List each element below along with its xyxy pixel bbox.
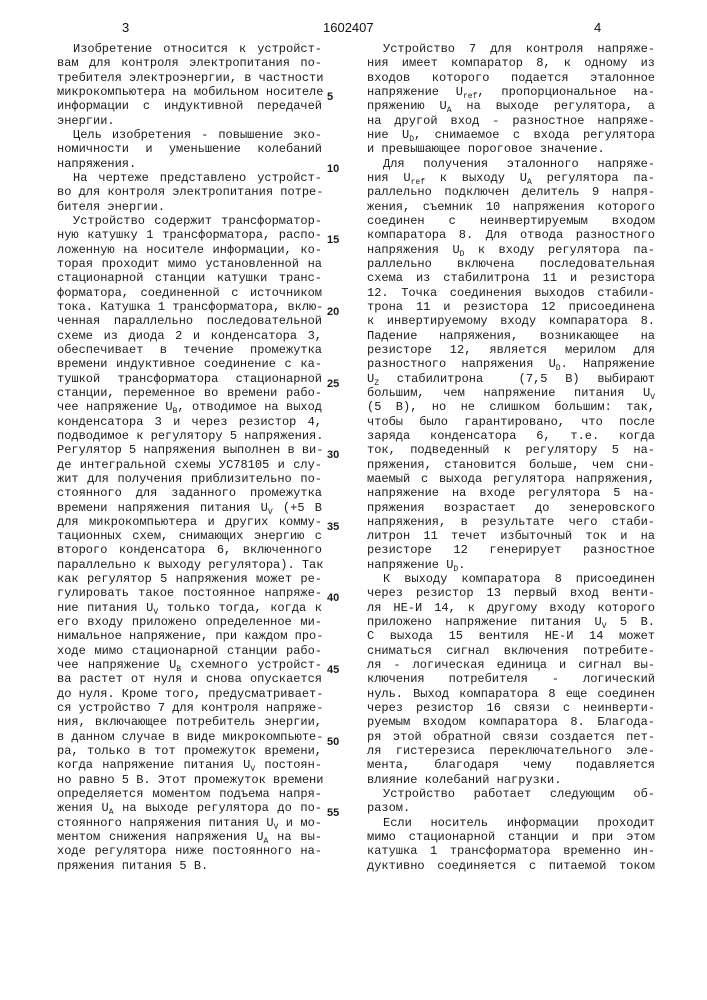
text-segment: напряжения. [57,157,136,171]
text-line [57,56,322,70]
text-segment: конденсатора 3 и через резистор 4, [57,415,322,429]
text-segment: пряжению U [367,99,447,113]
text-line [367,415,655,429]
text-segment: ток, подведенный к регулятору 5 на- [367,443,655,457]
subscript: ref [463,92,477,101]
text-segment: , отводимое на выход [177,400,322,414]
text-segment: гулировать такое постоянное напряже- [57,586,322,600]
text-line [57,228,322,242]
text-line [367,372,655,386]
text-line [57,558,322,572]
text-line [57,501,322,515]
text-line [57,372,322,386]
text-line [57,801,322,815]
text-segment: во для контроля электропитания потре- [57,185,323,199]
text-line [57,142,322,156]
text-segment: схема из стабилитрона 11 и резистора [367,271,655,285]
text-segment: регулятора па- [532,171,655,185]
text-segment: станции, переменное во времени рабо- [57,386,322,400]
text-line [367,443,655,457]
text-line [367,200,655,214]
text-line [367,658,655,672]
text-line [367,601,655,615]
text-segment: напряжения, в результате чего стаби- [367,515,655,529]
right-text-column [367,42,655,873]
subscript: ref [411,178,425,187]
text-line [367,142,655,156]
text-line [367,386,655,400]
text-line [367,458,655,472]
text-line [57,472,322,486]
text-line [367,558,655,572]
text-segment: приложено напряжение питания U [367,615,602,629]
text-line [367,185,655,199]
text-line [57,744,322,758]
line-number-marker: 45 [327,663,339,677]
text-segment: пряжения, становится больше, чем сни- [367,458,655,472]
text-line [57,99,322,113]
text-segment: тока. Катушка 1 трансформатора, вклю- [57,300,323,314]
text-segment: на выходе регулятора, а [452,99,656,113]
text-segment: его входу приложено определенное ми- [57,615,322,629]
text-segment: напряжение U [367,558,453,572]
text-line [367,56,655,70]
text-line [367,257,655,271]
text-line [367,787,655,801]
text-line [367,243,655,257]
text-segment: Для получения эталонного напряже- [383,157,655,171]
text-segment: к инвертируемому входу компаратора 8. [367,314,655,328]
text-segment: на другой вход - разностное напряже- [367,114,655,128]
text-line [57,658,322,672]
text-segment: U [367,372,374,386]
text-segment: к входу регулятора па- [464,243,655,257]
text-segment: резисторе 12 генерирует разностное [367,543,655,557]
text-line [57,200,322,214]
text-segment: бителя энергии. [57,200,165,214]
text-line [367,486,655,500]
text-segment: пряжения возрастает до зенеровского [367,501,655,515]
text-line [57,400,322,414]
text-segment: ра, только в тот промежуток времени, [57,744,322,758]
subscript: V [650,393,655,402]
text-segment: большим, чем напряжение питания U [367,386,650,400]
text-segment: вам для контроля электропитания по- [57,56,322,70]
text-line [367,42,655,56]
text-segment: . [458,558,465,572]
text-segment: ря этой обратной связи создается пет- [367,730,655,744]
subscript: V [602,622,607,631]
subscript: V [268,508,273,517]
text-segment: времени напряжения питания U [57,501,268,515]
text-segment: ва растет от нуля и снова опускается [57,672,322,686]
text-segment: резисторе 12, является мерилом для [367,343,655,357]
text-segment: ния, включающее потребитель энергии, [57,715,322,729]
text-segment: Устройство содержит трансформатор- [73,214,322,228]
text-segment: на выходе регулятора до по- [114,801,322,815]
text-line [57,185,322,199]
line-number-marker: 30 [327,448,339,462]
text-segment: ние питания U [57,601,153,615]
text-line [57,85,322,99]
text-line [367,128,655,142]
text-segment: компаратора 8. Для отвода разностного [367,228,655,242]
text-segment: входов которого подается эталонное [367,71,655,85]
text-line [57,357,322,371]
text-line [57,629,322,643]
text-segment: торая проходит мимо установленной на [57,257,322,271]
text-segment: определяется моментом подъема напря- [57,787,322,801]
text-segment: форматора, соединенной с источником [57,286,322,300]
text-segment: мимо стационарной станции и при этом [367,830,655,844]
text-segment: трона 11 и резистора 12 присоединена [367,300,655,314]
text-segment: чее напряжение U [57,400,173,414]
text-line [57,572,322,586]
text-segment: на вы- [268,830,322,844]
text-segment: требителя электроэнергии, в частности [57,71,323,85]
subscript: V [250,765,255,774]
text-segment: тационных схем, снимающих энергию с [57,529,322,543]
text-line [367,744,655,758]
line-number-marker: 15 [327,233,339,247]
text-segment: ченная параллельно последовательной [57,314,322,328]
text-segment: схеме из диода 2 и конденсатора 3, [57,329,322,343]
page-number-right: 4 [594,20,601,35]
line-number-marker: 20 [327,305,339,319]
text-line [57,257,322,271]
text-line [57,271,322,285]
text-segment: К выходу компаратора 8 присоединен [383,572,655,586]
line-number-marker: 5 [327,90,333,104]
text-segment: но равно 5 В. Этот промежуток времени [57,773,323,787]
text-segment: и превышающее пороговое значение. [367,142,605,156]
text-line [57,701,322,715]
text-line [367,271,655,285]
text-line [367,730,655,744]
text-segment: (5 В), но не слишком большим: так, [367,400,655,414]
text-segment: Цель изобретения - повышение эко- [73,128,322,142]
text-line [367,357,655,371]
text-segment: разностного напряжения U [367,357,556,371]
subscript: V [274,823,279,832]
text-line [57,329,322,343]
text-segment: мента, благодаря чему подавляется [367,758,655,772]
text-segment: ния имеет компаратор 8, к одному из [367,56,655,70]
subscript: A [447,106,452,115]
text-segment: сниматься сигнал включения потребите- [367,644,655,658]
text-line [57,715,322,729]
text-line [367,228,655,242]
text-line [367,114,655,128]
text-line [57,415,322,429]
text-segment: когда напряжение питания U [57,758,250,772]
text-line [367,687,655,701]
text-line [57,286,322,300]
text-line [367,830,655,844]
text-line [367,644,655,658]
text-segment: Устройство 7 для контроля напряже- [383,42,655,56]
text-line [367,400,655,414]
text-line [57,672,322,686]
subscript: D [453,565,458,574]
text-segment: раллельно подключен делитель 9 напря- [367,185,655,199]
text-line [57,314,322,328]
text-line [57,844,322,858]
text-segment: ходе мимо стационарной станции рабо- [57,644,322,658]
text-segment: заряда конденсатора 6, т.е. когда [367,429,655,443]
subscript: A [109,808,114,817]
text-line [367,615,655,629]
text-line [57,386,322,400]
text-segment: через резистор 13 первый вход венти- [367,586,655,600]
text-segment: ля НЕ-И 14, к другому входу которого [367,601,655,615]
text-line [57,343,322,357]
text-line [57,787,322,801]
line-number-marker: 25 [327,377,339,391]
text-segment: до нуля. Кроме того, предусматривает- [57,687,323,701]
text-line [57,486,322,500]
text-line [367,472,655,486]
text-line [57,773,322,787]
text-line [367,71,655,85]
text-line [367,801,655,815]
text-segment: и мо- [278,816,322,830]
text-line [367,844,655,858]
text-line [57,515,322,529]
text-segment: информации с индуктивной передачей [57,99,322,113]
text-line [367,515,655,529]
subscript: D [460,250,465,259]
text-line [57,543,322,557]
text-segment: микрокомпьютера на мобильном носителе [57,85,323,99]
subscript: D [556,364,561,373]
text-segment: номичности и уменьшение колебаний [57,142,322,156]
line-number-marker: 50 [327,735,339,749]
text-line [57,816,322,830]
text-segment: энергии. [57,114,115,128]
text-segment: влияние колебаний нагрузки. [367,773,561,787]
text-segment: параллельно к выходу регулятора). Так [57,558,323,572]
text-line [57,42,322,56]
text-line [367,501,655,515]
text-segment: напряжение U [367,85,463,99]
text-segment: Падение напряжения, возникающее на [367,329,655,343]
text-segment: литрон 11 течет избыточный ток и на [367,529,655,543]
text-line [57,128,322,142]
text-segment: дуктивно соединяется с питаемой током [367,859,655,873]
text-line [57,71,322,85]
text-segment: разом. [367,801,410,815]
text-segment: ля - логическая единица и сигнал вы- [367,658,655,672]
text-segment: руемым входом компаратора 8. Благода- [367,715,655,729]
text-segment: чее напряжение U [57,658,176,672]
text-segment: ля гистерезиса переключательного эле- [367,744,655,758]
text-line [57,157,322,171]
text-segment: стабилитрона (7,5 В) выбирают [379,372,655,386]
text-line [367,586,655,600]
line-number-marker: 35 [327,520,339,534]
text-segment: чтобы было гарантировано, что после [367,415,655,429]
text-line [367,314,655,328]
text-segment: 5 В. [607,615,655,629]
subscript: Z [374,379,379,388]
text-line [367,286,655,300]
text-segment: ментом снижения напряжения U [57,830,264,844]
text-segment: стоянного напряжения питания U [57,816,274,830]
text-segment: Устройство работает следующим об- [383,787,655,801]
text-line [57,529,322,543]
line-number-marker: 10 [327,162,339,176]
patent-number: 1602407 [323,20,374,35]
text-line [367,816,655,830]
subscript: D [409,135,414,144]
text-segment: в данном случае в виде микрокомпьюте- [57,730,323,744]
text-line [367,701,655,715]
text-segment: напряжение на входе регулятора 5 на- [367,486,655,500]
text-segment: (+5 В [273,501,322,515]
text-segment: нуль. Выход компаратора 8 еще соединен [367,687,655,701]
subscript: A [264,837,269,846]
text-line [57,758,322,772]
text-line [367,543,655,557]
text-line [57,171,322,185]
text-segment: обеспечивает в течение промежутка [57,343,322,357]
text-segment: Регулятор 5 напряжения выполнен в ви- [57,443,323,457]
text-segment: как регулятор 5 напряжения может ре- [57,572,322,586]
text-line [367,214,655,228]
text-segment: напряжения U [367,243,460,257]
text-segment: ние U [367,128,409,142]
text-line [367,171,655,185]
text-segment: схемного устройст- [181,658,322,672]
text-segment: ключения потребителя - логический [367,672,655,686]
text-line [367,672,655,686]
text-line [367,157,655,171]
text-segment: ную катушку 1 трансформатора, распо- [57,228,322,242]
text-segment: соединен с неинвертируемым входом [367,214,655,228]
page-number-left: 3 [122,20,129,35]
subscript: B [176,665,181,674]
text-segment: стоянного для заданного промежутка [57,486,322,500]
text-segment: времени индуктивное соединение с ка- [57,357,322,371]
text-line [57,114,322,128]
text-line [367,758,655,772]
text-line [57,300,322,314]
text-line [367,85,655,99]
text-segment: через резистор 16 связи с неинверти- [367,701,655,715]
text-line [57,243,322,257]
text-line [57,730,322,744]
text-segment: раллельно включена последовательная [367,257,655,271]
text-line [57,830,322,844]
text-segment: постоян- [255,758,322,772]
text-line [57,859,322,873]
text-segment: к выходу U [425,171,527,185]
text-line [367,99,655,113]
text-line [367,773,655,787]
text-line [367,329,655,343]
text-segment: жения U [57,801,109,815]
text-segment: стационарной станции катушки транс- [57,271,322,285]
text-line [57,644,322,658]
text-segment: тушкой трансформатора стационарной [57,372,322,386]
text-segment: , снимаемое с входа регулятора [414,128,655,142]
text-line [367,300,655,314]
text-line [57,687,322,701]
text-segment: пряжения питания 5 В. [57,859,208,873]
text-line [367,859,655,873]
text-line [57,586,322,600]
text-segment: ходе регулятора ниже постоянного на- [57,844,322,858]
text-line [57,429,322,443]
text-segment: ложенную на носителе информации, ко- [57,243,322,257]
text-segment: , пропорциональное на- [477,85,655,99]
text-segment: С выхода 15 вентиля НЕ-И 14 может [367,629,655,643]
line-number-marker: 40 [327,591,339,605]
text-line [57,214,322,228]
text-segment: для микрокомпьютера и других комму- [57,515,322,529]
subscript: V [153,608,158,617]
text-segment: жит для получения приблизительно по- [57,472,322,486]
text-line [367,429,655,443]
text-line [367,715,655,729]
text-segment: катушка 1 трансформатора временно ин- [367,844,655,858]
text-segment: маемый с выхода регулятора напряжения, [367,472,655,486]
text-segment: только тогда, когда к [158,601,322,615]
text-segment: ния U [367,171,411,185]
text-segment: второго конденсатора 6, включенного [57,543,322,557]
text-line [57,615,322,629]
text-line [367,529,655,543]
text-segment: нимальное напряжение, при каждом про- [57,629,323,643]
text-segment: 12. Точка соединения выходов стабили- [367,286,655,300]
text-line [367,572,655,586]
text-line [57,458,322,472]
text-segment: подводимое к регулятору 5 напряжения. [57,429,323,443]
line-number-marker: 55 [327,806,339,820]
text-line [367,343,655,357]
text-segment: Если носитель информации проходит [383,816,655,830]
text-segment: На чертеже представлено устройст- [73,171,322,185]
text-segment: де интегральной схемы УС78105 и слу- [57,458,322,472]
subscript: B [173,407,178,416]
subscript: A [527,178,532,187]
text-line [57,601,322,615]
text-segment: ся устройство 7 для контроля напряже- [57,701,323,715]
left-text-column [57,42,322,873]
text-segment: жения, съемник 10 напряжения которого [367,200,655,214]
text-segment: . Напряжение [561,357,655,371]
text-line [57,443,322,457]
text-line [367,629,655,643]
text-segment: Изобретение относится к устройст- [73,42,322,56]
